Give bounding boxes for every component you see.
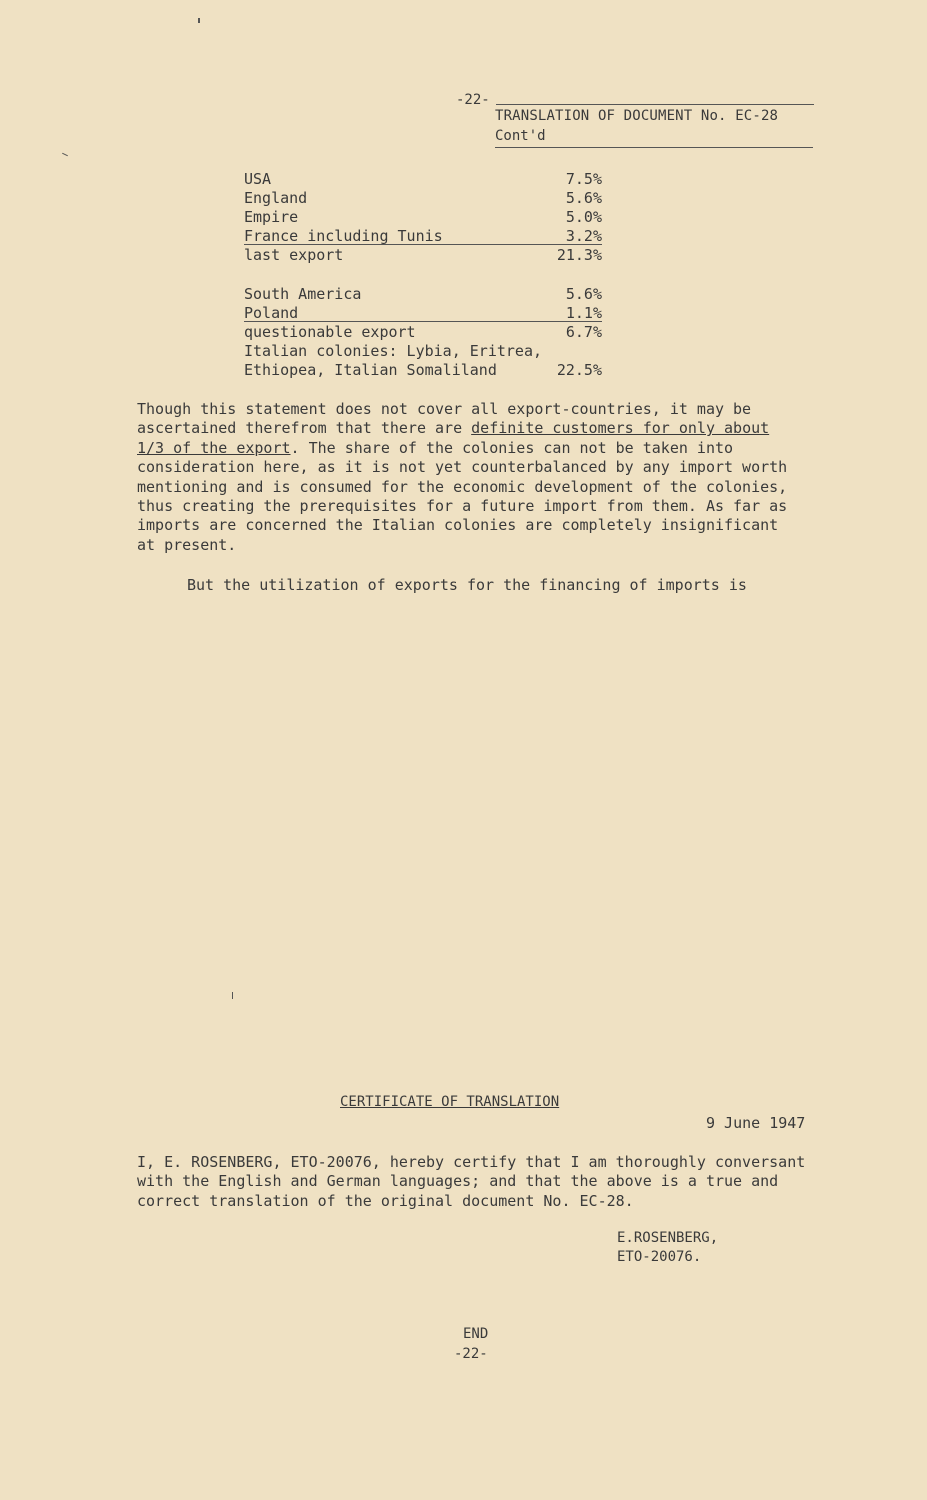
body-paragraph-continued: But the utilization of exports for the financing of imports is xyxy=(187,576,747,594)
subtotal-row xyxy=(244,246,602,265)
continued-label: Cont'd xyxy=(495,128,546,144)
country-label: France including Tunis xyxy=(244,227,443,245)
emphasis-underline: 1/3 of the export xyxy=(137,438,291,457)
paragraph-line: thus creating the prerequisites for a future import from them. As far as xyxy=(137,497,788,516)
subtotal-value: 21.3% xyxy=(556,246,602,264)
export-row xyxy=(244,208,602,227)
export-row xyxy=(244,189,602,208)
paragraph-line: Though this statement does not cover all export-countries, it may be xyxy=(137,400,752,418)
footer-page-number: -22- xyxy=(454,1346,488,1362)
subtotal-label: last export xyxy=(244,246,344,264)
export-row xyxy=(244,285,602,304)
paper-speck xyxy=(232,992,233,999)
percentage-value: 5.6% xyxy=(565,189,602,207)
colonies-label-line1: Italian colonies: Lybia, Eritrea, xyxy=(244,342,543,360)
subtotal-row xyxy=(244,323,602,342)
emphasis-underline: definite customers for only about xyxy=(471,419,770,438)
paragraph-line: mentioning and is consumed for the economic development of the colonies, xyxy=(137,477,788,496)
colonies-row xyxy=(244,342,602,361)
country-label: South America xyxy=(244,285,362,303)
end-marker: END xyxy=(463,1326,489,1342)
signature-name: E.ROSENBERG, xyxy=(617,1230,719,1246)
header-page-number: -22- xyxy=(456,92,490,108)
export-row xyxy=(244,170,602,189)
percentage-value: 5.6% xyxy=(565,285,602,303)
country-label: Empire xyxy=(244,208,299,226)
paragraph-line: consideration here, as it is not yet counterbalanced by any import worth xyxy=(137,458,788,477)
document-title: TRANSLATION OF DOCUMENT No. EC-28 xyxy=(495,108,779,124)
paper-speck xyxy=(62,153,68,156)
percentage-value: 1.1% xyxy=(565,304,602,322)
colonies-label-line2: Ethiopea, Italian Somaliland xyxy=(244,361,497,379)
body-paragraph xyxy=(137,400,857,555)
header-rule-top xyxy=(496,104,814,105)
paragraph-line: . The share of the colonies can not be taken into xyxy=(290,438,734,457)
paragraph-line: imports are concerned the Italian colonies are completely insignificant xyxy=(137,516,779,535)
certificate-line: I, E. ROSENBERG, ETO-20076, hereby certify that I am thoroughly conversant xyxy=(137,1153,806,1171)
subtotal-rule xyxy=(244,321,602,322)
certificate-line: with the English and German languages; and that the above is a true and xyxy=(137,1172,779,1191)
paper-speck xyxy=(198,18,200,23)
header-rule-bottom xyxy=(495,147,813,148)
certificate-date: 9 June 1947 xyxy=(706,1114,806,1132)
paragraph-line: ascertained therefrom that there are xyxy=(137,419,472,438)
paragraph-line: at present. xyxy=(137,535,237,554)
subtotal-value: 6.7% xyxy=(565,323,602,341)
subtotal-label: questionable export xyxy=(244,323,416,341)
certificate-text xyxy=(137,1153,857,1211)
certificate-line: correct translation of the original document No. EC-28. xyxy=(137,1191,634,1210)
subtotal-rule xyxy=(244,244,602,245)
percentage-value: 5.0% xyxy=(565,208,602,226)
certificate-title: CERTIFICATE OF TRANSLATION xyxy=(340,1094,560,1110)
country-label: England xyxy=(244,189,308,207)
signature-id: ETO-20076. xyxy=(617,1249,702,1265)
percentage-value: 7.5% xyxy=(565,170,602,188)
percentage-value: 3.2% xyxy=(565,227,602,245)
colonies-value: 22.5% xyxy=(556,361,602,379)
country-label: Poland xyxy=(244,304,299,322)
colonies-row xyxy=(244,361,602,380)
country-label: USA xyxy=(244,170,272,188)
